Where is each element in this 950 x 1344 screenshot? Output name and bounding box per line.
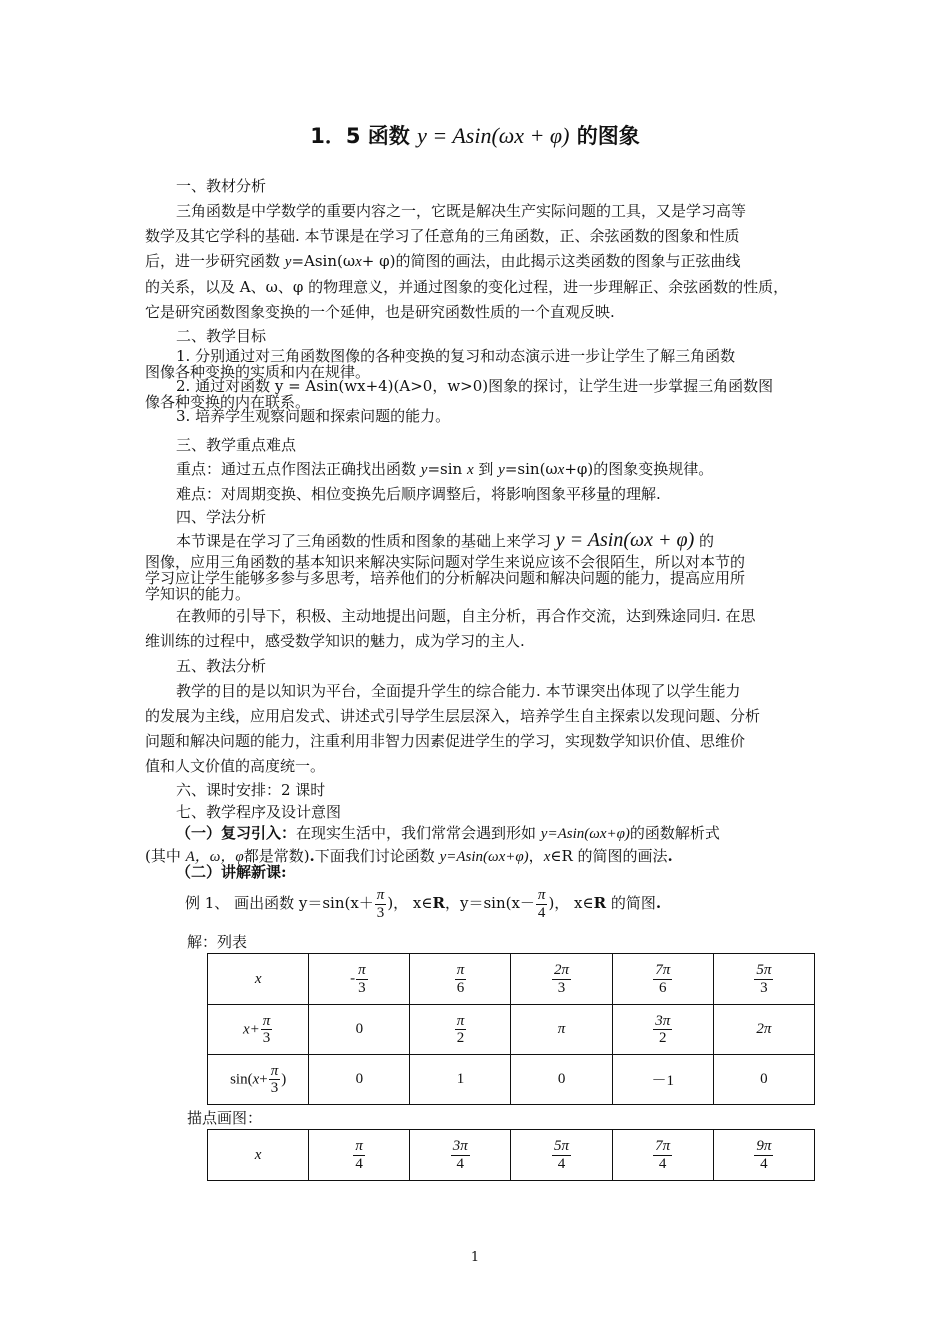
section-1-heading: 一、教材分析 [176, 177, 267, 195]
table-cell: $\frac{3\pi}{4}$ [410, 1130, 511, 1181]
section-7-heading: 七、教学程序及设计意图 [176, 803, 342, 821]
plot-points-table [207, 1129, 815, 1181]
section-4-paragraph: 图像，应用三角函数的基本知识来解决实际问题对学生来说应该不会很陌生，所以对本节的 学习应让学生能够多参与多思考，培养他们的分析解决问题和解决问题的能力，提高应用所 学知识的能力。 [145, 553, 746, 603]
row-label: x+ $\frac{\pi}{3}$ [208, 1005, 309, 1055]
difficult-point: 难点：对周期变换、相位变换先后顺序调整后，将影响图象平移量的理解. [176, 485, 661, 503]
formula-inline: y = Asin(ωx + φ) [555, 529, 695, 551]
table-cell: $\frac{7\pi}{4}$ [612, 1130, 713, 1181]
table-cell: $\frac{3\pi}{2}$ [612, 1005, 713, 1055]
row-label: sin(x+ $\frac{\pi}{3}$ ) [208, 1055, 309, 1105]
table-cell: $\frac{9\pi}{4}$ [713, 1130, 814, 1181]
table-cell: 0 [713, 1055, 814, 1105]
table-cell: 0 [309, 1005, 410, 1055]
section-1-paragraph: 三角函数是中学数学的重要内容之一，它既是解决生产实际问题的工具，又是学习高等 数学及其它学科的基础. 本节课是在学习了任意角的三角函数，正、余弦函数的图象和性质 后，进一步研究函数 y=Asin(ωx+ φ)的简图的画法，由此揭示这类函数的图象与正弦曲线 的关系，以及 A、ω、φ 的物理意义，并通过图象的变化过程，进一步理解正、余弦函数的性质， 它是研究函数图象变换的一个延伸，也是研究函数性质的一个直观反映. [145, 202, 789, 321]
title-formula: y = Asin(ωx + φ) [417, 123, 570, 148]
table-cell: $\frac{\pi}{2}$ [410, 1005, 511, 1055]
review-intro: （一）复习引入：在现实生活中，我们常常会遇到形如 y=Asin(ωx+φ)的函数解析式 (其中 A，ω，φ都是常数).下面我们讨论函数 y=Asin(ωx+φ)，x∈R 的简图的画法. [145, 824, 720, 865]
key-point: 重点：通过五点作图法正确找出函数 y=sin x 到 y=sin(ωx+φ)的图象变换规律。 [176, 460, 714, 478]
table-row [208, 1055, 815, 1105]
page-title [0, 120, 950, 150]
table-cell: $\frac{\pi}{6}$ [410, 954, 511, 1005]
table-2-caption: 描点画图： [187, 1109, 263, 1127]
table-cell: －1 [612, 1055, 713, 1105]
table-row [208, 1005, 815, 1055]
table-cell: 0 [309, 1055, 410, 1105]
section-4-line-1: 本节课是在学习了三角函数的性质和图象的基础上来学习 y = Asin(ωx + φ) 的 [176, 529, 715, 551]
table-cell: π [511, 1005, 612, 1055]
table-row: x $\frac{\pi}{4}$ $\frac{3\pi}{4}$ $\frac{5\pi}{4}$ $\frac{7\pi}{4}$ $\frac{9\pi}{4}$ [208, 1130, 815, 1181]
section-3-heading: 三、教学重点难点 [176, 436, 297, 454]
title-suffix: 的图象 [576, 124, 640, 148]
table-cell: - $\frac{\pi}{3}$ [309, 954, 410, 1005]
table-cell: 0 [511, 1055, 612, 1105]
table-cell: $\frac{5\pi}{4}$ [511, 1130, 612, 1181]
title-prefix: 1．5 函数 [310, 124, 410, 148]
section-5-paragraph: 教学的目的是以知识为平台，全面提升学生的综合能力. 本节课突出体现了以学生能力 的发展为主线，应用启发式、讲述式引导学生层层深入，培养学生自主探索以发现问题、分析 问题和解决问题的能力，注重利用非智力因素促进学生的学习，实现数学知识价值、思维价 值和人文价值的高度统一。 [145, 682, 761, 775]
section-4-paragraph-2: 在教师的引导下，积极、主动地提出问题，自主分析，再合作交流，达到殊途同归. 在思 维训练的过程中，感受数学知识的魅力，成为学习的主人. [145, 607, 756, 650]
table-cell: 2π [713, 1005, 814, 1055]
table-cell: $\frac{7\pi}{6}$ [612, 954, 713, 1005]
section-2-goals: 1. 分别通过对三角函数图像的各种变换的复习和动态演示进一步让学生了解三角函数 图像各种变换的实质和内在规律。 2. 通过对函数 y = Asin(wx+4)(A>0，w>0)图象的探讨，让学生进一步掌握三角函数图 像各种变换的内在联系。 3. 培养学生观察问题和探索问题的能力。 [145, 347, 774, 425]
table-1-caption: 解：列表 [187, 933, 248, 951]
section-6-heading: 六、课时安排：2 课时 [176, 781, 326, 799]
table-cell: $\frac{5\pi}{3}$ [713, 954, 814, 1005]
table-row: x - $\frac{\pi}{3}$ $\frac{\pi}{6}$ $\frac{2\pi}{3}$ $\frac{7\pi}{6}$ $\frac{5\pi}{3}$ [208, 954, 815, 1005]
value-table [207, 953, 815, 1105]
section-2-heading: 二、教学目标 [176, 327, 267, 345]
page-number: 1 [470, 1250, 480, 1265]
table-cell: 1 [410, 1055, 511, 1105]
example-1: 例 1、 画出函数 y＝sin(x＋ $\frac{\pi}{3}$ )， x∈R，y＝sin(x－ $\frac{\pi}{4}$ )， x∈R 的简图. [185, 887, 662, 921]
table-cell: $\frac{\pi}{4}$ [309, 1130, 410, 1181]
table-cell: $\frac{2\pi}{3}$ [511, 954, 612, 1005]
section-5-heading: 五、教法分析 [176, 657, 267, 675]
section-4-heading: 四、学法分析 [176, 508, 267, 526]
new-lesson-heading: （二）讲解新课: [176, 863, 287, 881]
